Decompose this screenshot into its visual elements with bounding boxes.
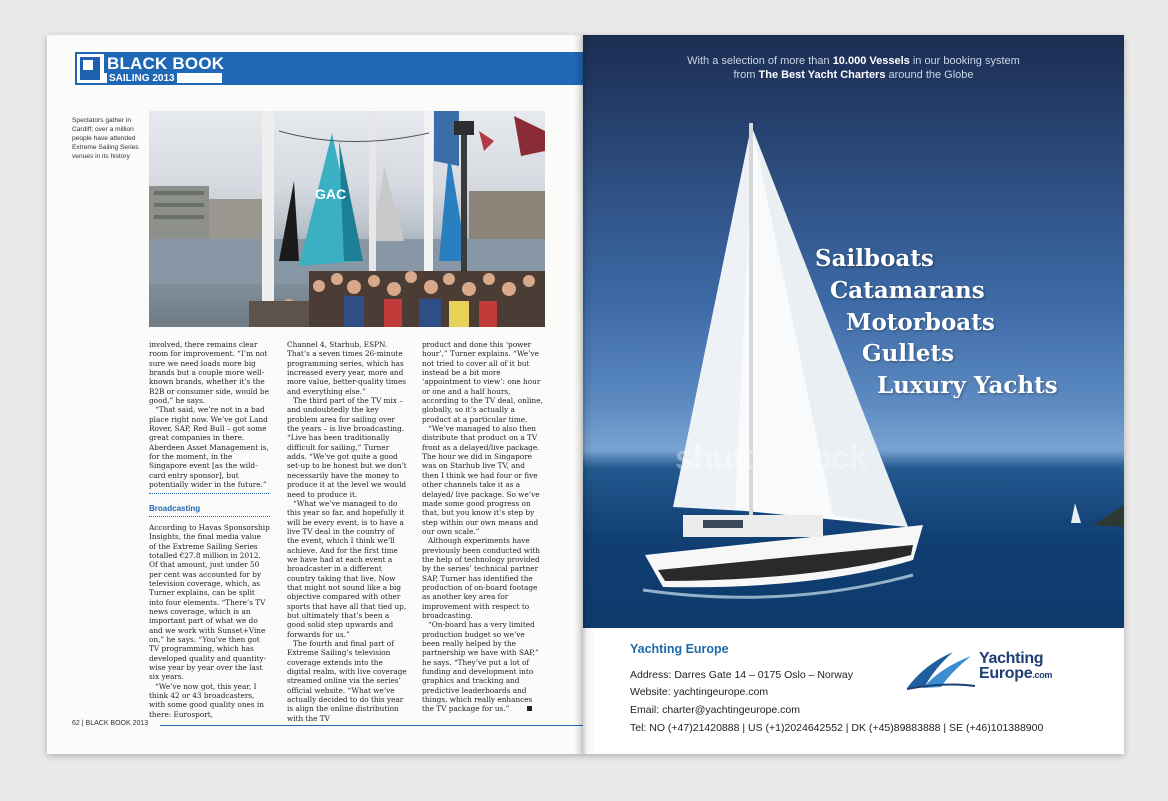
event-photo-illustration — [149, 111, 545, 327]
paragraph: “We’ve now got, this year, I think 42 or 43 broadcasters, with some good quality ones in there: Eurosport, — [149, 681, 264, 719]
advert-image — [583, 35, 1124, 628]
tagline-text: in our booking system — [909, 55, 1020, 67]
company-phone: Tel: NO (+47)21420888 | US (+1)2024642552 | DK (+45)89883888 | SE (+46)101388900 — [630, 722, 1044, 734]
paragraph: “We’ve managed to also then distribute that product on a TV front as a delayed/live package. The hour we did in Singapore was on Starhub live TV, and then I think we had four or five other channels take it as a delayed/ live package. So we’ve made some good progress on that, but you know it’s step by step within our own means and our own scale.” — [422, 424, 540, 536]
paragraph: The third part of the TV mix – and undoubtedly the key problem area for sailing over the years – is live broadcasting. “Live has been traditionally difficult for sailing,” Turner adds. “We’ve got quite a good set-up to be honest but we don’t necessarily have the money to produce it at the level we would need to produce it. — [287, 396, 407, 499]
paragraph: According to Havas Sponsorship Insights, the final media value of the Extreme Sailing Series totalled €27.8 million in 2012. Of that amount, just under 50 per cent was accounted for by television coverage, which, as Turner explains, can be split into four elements. “There’s TV news coverage, which is an important part of what we do and we work with Sunset+Vine on,” he says. “You’ve then got TV programming, which has developed quality and quantity-wise year by year over the last six years. — [149, 522, 270, 682]
photo-caption: Spectators gather in Cardiff; over a million people have attended Extreme Sailing Series venues in its history — [72, 117, 139, 160]
logo-word-1: Yachting — [979, 650, 1044, 667]
article-column-3 — [422, 340, 543, 714]
boat-type-catamarans: Catamarans — [830, 277, 985, 304]
paragraph: The fourth and final part of Extreme Sailing’s television coverage extends into the digital realm, with live coverage streamed online via the series’ official website. “What we’ve actually decided to do this year is align the online distribution with the TV — [287, 639, 407, 723]
section-heading-broadcasting: Broadcasting — [149, 504, 270, 517]
logo-wordmark — [979, 651, 1052, 683]
company-name: Yachting Europe — [630, 642, 729, 656]
section-divider — [149, 493, 269, 494]
stock-watermark: shutterstock — [675, 439, 868, 477]
company-email: Email: charter@yachtingeurope.com — [630, 704, 800, 716]
logo-suffix: .com — [1032, 670, 1053, 680]
tagline-text: around the Globe — [885, 69, 974, 81]
boat-type-sailboats: Sailboats — [815, 245, 934, 272]
article-column-2 — [287, 340, 408, 723]
footer-separator: | — [81, 720, 84, 727]
left-page — [47, 35, 583, 754]
article-column-1 — [149, 340, 270, 719]
tagline-text: With a selection of more than — [687, 55, 833, 67]
logo-word-2-text: Europe — [979, 665, 1033, 682]
boat-type-luxury-yachts: Luxury Yachts — [877, 372, 1058, 399]
svg-text:GAC: GAC — [315, 186, 347, 202]
paragraph: Channel 4, Starhub, ESPN. That’s a seven times 26-minute programming series, which has increased every year, more and more value, better-quality times and everything else.” — [287, 340, 407, 396]
right-page-advert — [583, 35, 1124, 754]
paragraph-text: “On-board has a very limited production budget so we’ve been really helped by the partnership we have with SAP,” he says. “They’ve put a lot of funding and development into graphics and tracking and predictive leaderboards and things, which really enhances the TV package for us.” — [422, 620, 539, 714]
advert-tagline — [583, 54, 1124, 82]
boat-type-motorboats: Motorboats — [846, 309, 995, 336]
tagline-line-1 — [583, 54, 1124, 68]
end-mark-icon — [527, 706, 532, 711]
footer-rule — [160, 725, 583, 726]
tagline-text: from — [733, 69, 759, 81]
tagline-line-2 — [583, 68, 1124, 82]
event-photo — [149, 111, 545, 327]
paragraph: “That said, we’re not in a bad place right now. We’ve got Land Rover, SAP, Red Bull – got some great companies in there. Aberdeen Asset Management is, for the moment, in the Singapore event [as the wild-card entry sponsor], but potentially wider in the future.” — [149, 405, 269, 490]
tagline-highlight: 10.000 Vessels — [832, 55, 910, 67]
page-footer — [72, 720, 148, 727]
paragraph: “What we’ve managed to do this year so far, and hopefully it will be every event, is to have a live TV deal in the country of the event, which I think we’ll achieve. And for the first time we have had at each event a broadcaster in a different country taking that live. Now that might not sound like a big objective compared with other sports that have all that tied up, but ultimately that’s been a good solid step upwards and forwards for us.” — [287, 498, 407, 639]
paragraph — [422, 620, 543, 713]
page-number: 62 — [72, 720, 80, 727]
company-address: Address: Darres Gate 14 – 0175 Oslo – Norway — [630, 669, 853, 681]
advert-contact-panel — [583, 628, 1124, 754]
paragraph: product and done this ‘power hour’,” Turner explains. “We’ve not tried to cover all of it but instead be a bit more ‘appointment to view’: one hour or one and a half hours, according to the TV deal, online, globally, so it’s actually a product at a particular time. — [422, 340, 543, 424]
logo-word-2 — [979, 666, 1052, 683]
magazine-title: BLACK BOOK — [104, 54, 227, 73]
magazine-subtitle: SAILING 2013 — [109, 73, 175, 84]
paragraph: Although experiments have previously been conducted with the help of technology provided by the series’ technical partner SAP, Turner has identified the production of on-board footage as another key area for improvement with respect to broadcasting. — [422, 536, 540, 620]
boat-type-gullets: Gullets — [862, 340, 955, 367]
company-website: Website: yachtingeurope.com — [630, 686, 769, 698]
black-book-logo-icon — [80, 57, 100, 80]
paragraph: involved, there remains clear room for improvement. “I’m not sure we need loads more big brands but a couple more well-known brands, whether it’s the B2B or consumer side, would be good,” he says. — [149, 340, 269, 406]
tagline-highlight: The Best Yacht Charters — [758, 69, 886, 81]
footer-label: BLACK BOOK 2013 — [85, 720, 149, 727]
